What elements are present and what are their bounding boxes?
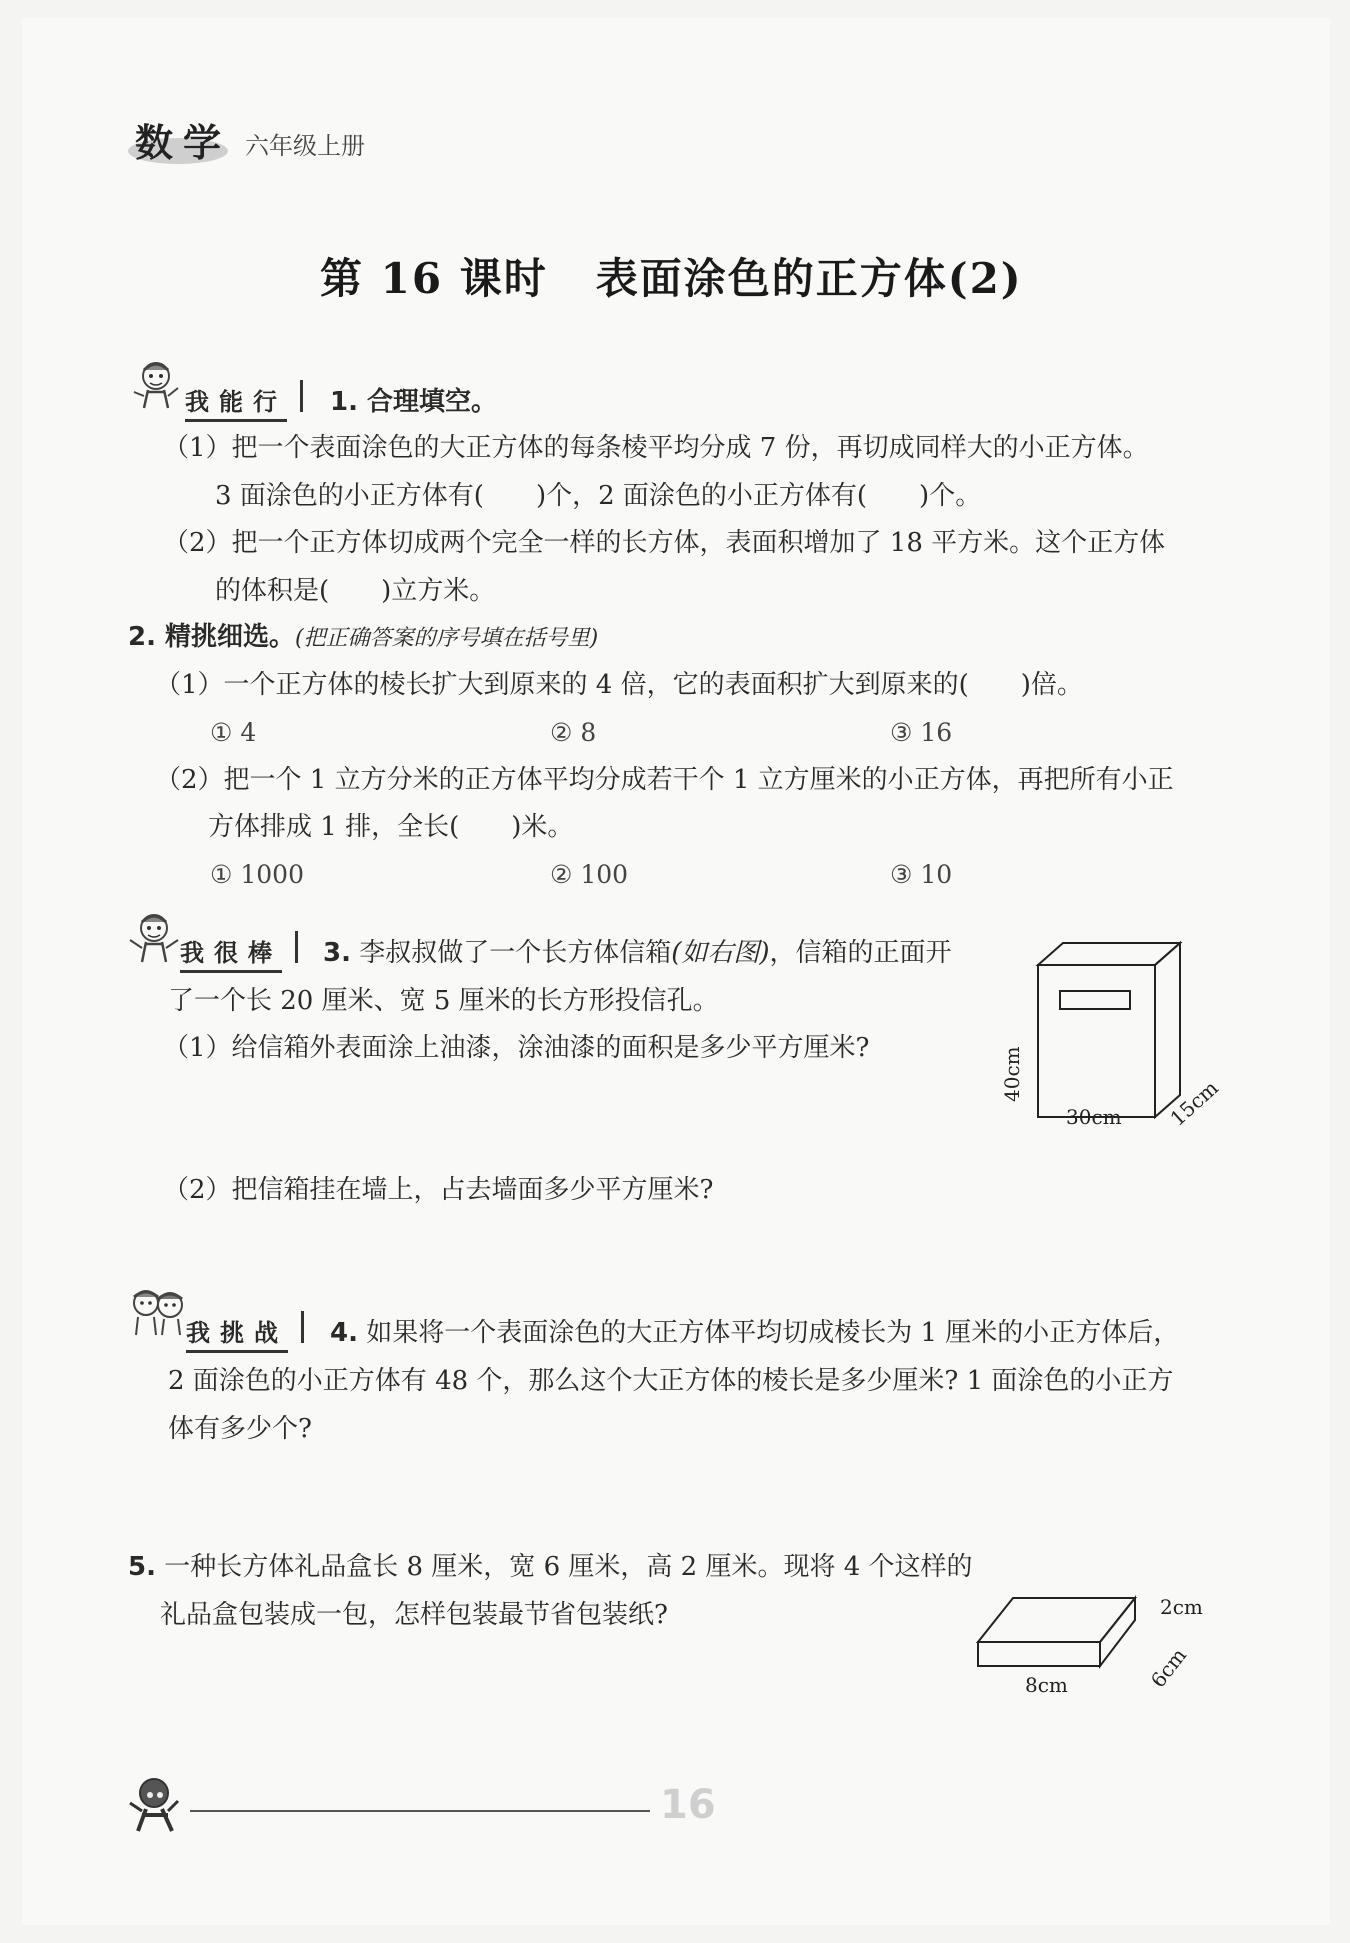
q3-line1: 3. 李叔叔做了一个长方体信箱(如右图)，信箱的正面开 — [323, 938, 952, 968]
header-subject: 数学 — [135, 121, 232, 165]
lesson-number: 第 16 课时 — [320, 254, 548, 303]
q1-part2-line2: 的体积是( )立方米。 — [215, 576, 496, 606]
q1-part1-line1: （1）把一个表面涂色的大正方体的每条棱平均分成 7 份，再切成同样大的小正方体。 — [163, 433, 1149, 463]
q2-part2-choice-1: ① 1000 — [210, 860, 304, 889]
q1-heading: 1. 合理填空。 — [330, 387, 498, 417]
q3-part2: （2）把信箱挂在墙上，占去墙面多少平方厘米? — [163, 1175, 714, 1205]
gift-box-front-face — [978, 1642, 1100, 1666]
mascot-girl-icon — [130, 358, 182, 414]
gift-box-side-face — [1100, 1598, 1135, 1666]
q2-part2-choice-2: ② 100 — [550, 860, 629, 889]
q1-part1-line2: 3 面涂色的小正方体有( )个，2 面涂色的小正方体有( )个。 — [215, 481, 982, 511]
q2-part2-line1: （2）把一个 1 立方分米的正方体平均分成若干个 1 立方厘米的小正方体，再把所有小正 — [155, 765, 1174, 795]
mailbox-height-label: 40cm — [1000, 1046, 1024, 1102]
gift-box-top-face — [978, 1598, 1135, 1642]
gift-box-width-label: 6cm — [1145, 1643, 1192, 1693]
q2-part1-choice-3: ③ 16 — [890, 718, 953, 747]
mailbox-front-face — [1038, 965, 1155, 1117]
q1-part2-line1: （2）把一个正方体切成两个完全一样的长方体，表面积增加了 18 平方米。这个正方体 — [163, 528, 1166, 558]
section-badge-can-do: 我能行 — [185, 382, 287, 422]
q3-line2: 了一个长 20 厘米、宽 5 厘米的长方形投信孔。 — [168, 986, 719, 1016]
q2-heading: 2. 精挑细选。(把正确答案的序号填在括号里) — [128, 622, 599, 652]
q2-part1: （1）一个正方体的棱长扩大到原来的 4 倍，它的表面积扩大到原来的( )倍。 — [155, 670, 1083, 700]
q2-part2-choice-3: ③ 10 — [890, 860, 953, 889]
q4-line2: 2 面涂色的小正方体有 48 个，那么这个大正方体的棱长是多少厘米? 1 面涂色的小正方 — [168, 1366, 1174, 1396]
q5-line2: 礼品盒包装成一包，怎样包装最节省包装纸? — [160, 1600, 668, 1630]
mascot-two-kids-icon — [126, 1285, 190, 1339]
q2-part2-line2: 方体排成 1 排，全长( )米。 — [208, 812, 574, 842]
q2-part1-choice-1: ① 4 — [210, 718, 257, 747]
footer-mascot-boy-icon — [128, 1775, 188, 1839]
mailbox-slot — [1060, 991, 1130, 1009]
section-badge-challenge: 我挑战 — [186, 1313, 288, 1353]
q4-line3: 体有多少个? — [168, 1414, 312, 1444]
header-grade: 六年级上册 — [245, 132, 365, 160]
mailbox-length-label: 30cm — [1066, 1105, 1122, 1129]
gift-box-height-label: 2cm — [1160, 1595, 1203, 1619]
q2-part1-choice-2: ② 8 — [550, 718, 597, 747]
page-number: 16 — [660, 1782, 716, 1828]
q4-line1: 4. 如果将一个表面涂色的大正方体平均切成棱长为 1 厘米的小正方体后， — [330, 1318, 1180, 1348]
mascot-girl-icon — [128, 910, 180, 968]
gift-box-length-label: 8cm — [1025, 1673, 1068, 1697]
q3-part1: （1）给信箱外表面涂上油漆，涂油漆的面积是多少平方厘米? — [163, 1033, 870, 1063]
q5-line1: 5. 一种长方体礼品盒长 8 厘米，宽 6 厘米，高 2 厘米。现将 4 个这样的 — [128, 1552, 973, 1582]
lesson-topic: 表面涂色的正方体(2) — [595, 254, 1023, 303]
section-badge-great: 我很棒 — [180, 933, 282, 973]
page-title — [320, 246, 1023, 306]
mailbox-width-label: 15cm — [1165, 1075, 1223, 1131]
footer-rule — [190, 1810, 650, 1812]
